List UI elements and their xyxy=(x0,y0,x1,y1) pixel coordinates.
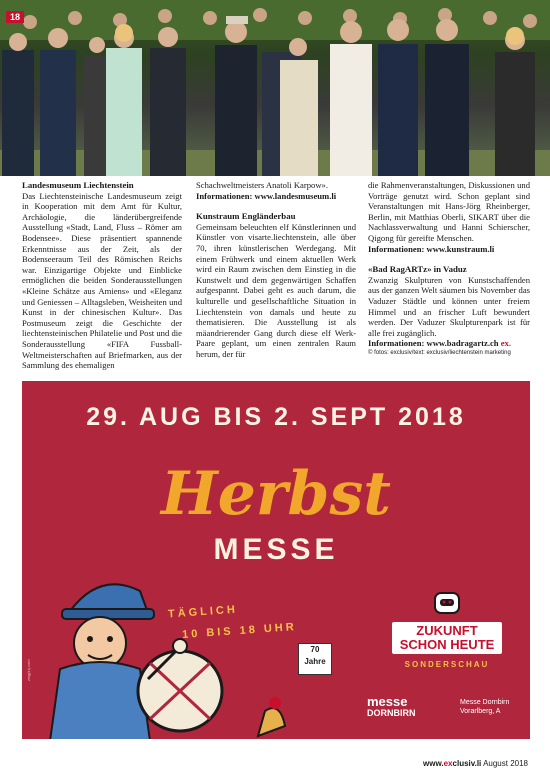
footer-web-pre: www. xyxy=(423,759,444,768)
ad-daily-label: TÄGLICH xyxy=(167,603,239,621)
footer-web-post: clusiv.li xyxy=(452,759,482,768)
crowd-photo xyxy=(0,0,550,176)
logo-dornbirn: DORNBIRN xyxy=(367,708,416,718)
herbstmesse-advert[interactable] xyxy=(22,381,530,739)
logo-messe: messe xyxy=(367,694,408,709)
heading-kunstraum: Kunstraum Engländerbau xyxy=(196,211,296,222)
landesmuseum-text: Das Liechtensteinische Landesmuseum zeigt in Kooperation mit dem Amt für Kultur, Archäologie, die länderübergreifende Ausstellung «Stadt, Land, Fluss – Römer am Bodensee». Diese präsentiert spannende Erkenntnisse aus der Zeit, als der Bodenseeraum Teil des Römischen Reichs war. Einzigartige Objekte und Einblicke ermöglichen die beiden Sonderausstellungen «Kleine Schätze aus Amiens» und «Eleganz und Geniessen – Alltagsleben, Weisheiten und Kunst in der chinesischen Kultur». Das Postmuseum zeigt die Geschichte der liechtensteinischen Philatelie und Post und die Sonderausstellung «FIFA Fussball-Weltmeisterschaften auf Briefmarken, aus der Sammlung des ehemaligen xyxy=(22,190,182,371)
ad-dates: 29. AUG BIS 2. SEPT 2018 xyxy=(86,403,466,431)
ad-side-credit: zwg(in).com xyxy=(26,659,31,681)
page-number: 18 xyxy=(6,11,24,23)
landesmuseum-text-cont: Schachweltmeisters Anatoli Karpow». xyxy=(196,180,328,190)
sign-number: 70 xyxy=(310,645,320,654)
address-line1: Messe Dornbirn xyxy=(460,699,510,706)
kunstraum-text: Gemeinsam beleuchten elf Künstlerinnen und Künstler von visarte.liechtenstein, alle über 70, ihren künstlerischen Werdegang. Mit einem Frühwerk und einem aktuellen Werk wird ein Raum zwischen dem Einstieg in die Kunstwelt und dem gegenwärtigen Schaffen aufgespannt. Dabei geht es auch darum, die kulturelle und gesellschaftliche Situation in Liechtenstein von damals und heute zu thematisieren. Die Ausstellung ist als mäandrierender Gang durch diese elf Werk-Paare geplant, um einen zentralen Raum herum, der für xyxy=(196,221,356,359)
ex-logo-mark: ex. xyxy=(500,338,511,349)
sonderschau-label: SONDERSCHAU xyxy=(404,660,490,669)
event-photo xyxy=(0,0,550,176)
photo-credit: © fotos: exclusiv/text: exclusiv/liechtenstein marketing xyxy=(368,349,511,356)
messe-dornbirn-logo xyxy=(367,695,416,718)
heading-badragartz: «Bad RagARTz» in Vaduz xyxy=(368,264,467,275)
ad-opening-hours: 10 BIS 18 UHR xyxy=(181,621,298,641)
badragartz-info xyxy=(368,338,530,349)
page-footer xyxy=(423,759,528,768)
zukunft-box xyxy=(392,622,502,654)
landesmuseum-info-link[interactable]: Informationen: www.landesmuseum.li xyxy=(196,190,337,201)
footer-web-ex: ex xyxy=(443,759,453,768)
ad-script-title: Herbst xyxy=(161,459,391,529)
column-1 xyxy=(22,180,182,371)
ad-title: MESSE xyxy=(213,533,339,566)
badragartz-info-link[interactable]: Informationen: www.badragartz.ch xyxy=(368,338,499,349)
drummer-illustration xyxy=(30,551,290,739)
zukunft-logo xyxy=(392,591,502,669)
address-line2: Vorarlberg, A xyxy=(460,708,501,715)
badragartz-text: Zwanzig Skulpturen von Kunstschaffenden aus der ganzen Welt säumen bis November das Vaduzer Städtle und können unter freiem Himmel und an frischer Luft bewundert werden. Der Vaduzer Skulpturenpark ist für alle frei zugänglich. xyxy=(368,274,530,338)
seventy-years-sign xyxy=(298,643,332,675)
column-2 xyxy=(196,180,356,360)
messe-address xyxy=(460,698,509,716)
zukunft-line1: ZUKUNFT xyxy=(416,623,478,638)
kunstraum-text-cont: die Rahmenveranstaltungen, Diskussionen und Vorträge genutzt wird. Schon geplant sind Veranstaltungen mit Hans-Jörg Rheinberger, Berlin, mit Matthias Oberli, SIKART über die Nachlassverwaltung und Hanni Schierscher, Qigong für gereifte Menschen. xyxy=(368,180,530,243)
robot-icon xyxy=(429,591,465,617)
heading-landesmuseum: Landesmuseum Liechtenstein xyxy=(22,180,134,190)
sign-label: Jahre xyxy=(304,657,326,666)
footer-issue: August 2018 xyxy=(483,759,528,768)
kunstraum-info-link[interactable]: Informationen: www.kunstraum.li xyxy=(368,243,495,254)
column-3 xyxy=(368,180,530,357)
zukunft-line2: SCHON HEUTE xyxy=(399,637,495,652)
